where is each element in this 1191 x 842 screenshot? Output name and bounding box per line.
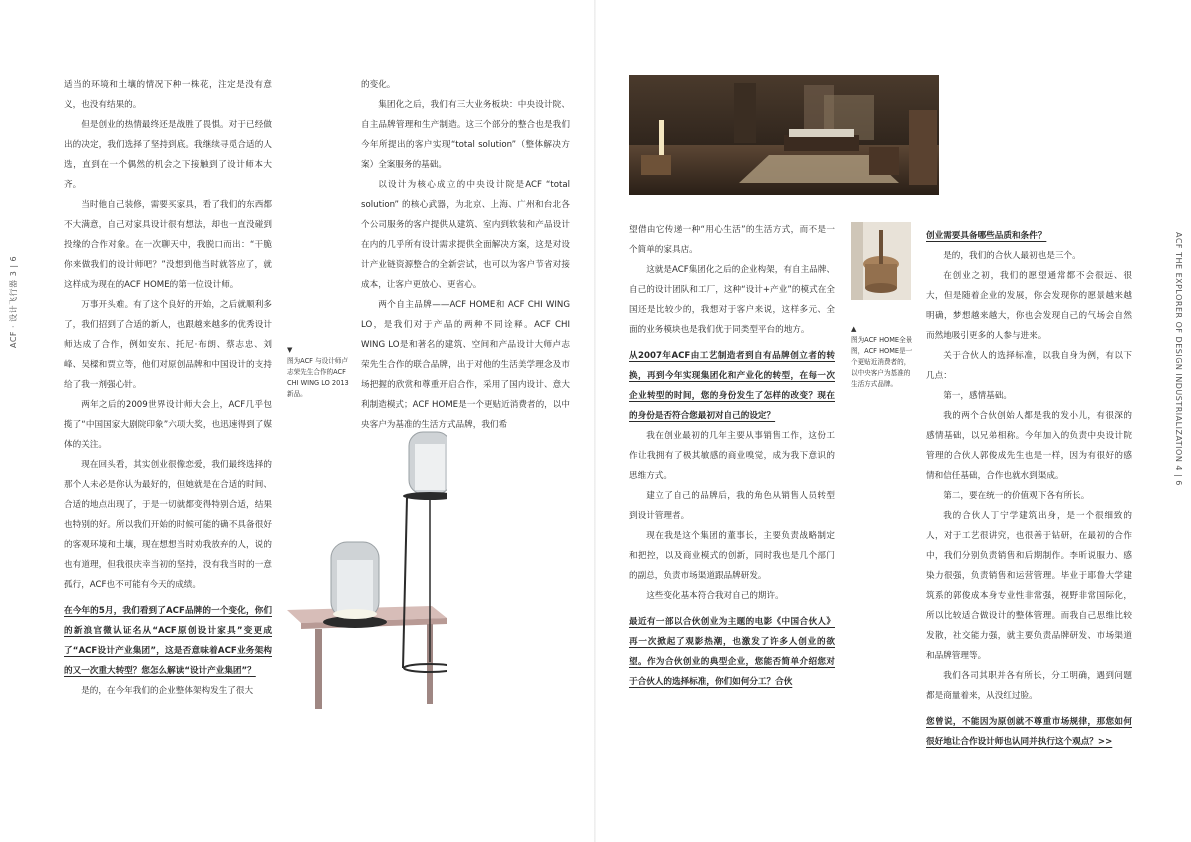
paragraph: 是的，我们的合伙人最初也是三个。	[943, 251, 1081, 261]
paragraph: 我们各司其职并各有所长，分工明确，遇到问题都是商量着来，从没红过脸。	[926, 671, 1132, 701]
caption-arrow-down: ▼	[287, 346, 293, 354]
paragraph: 第二，要在统一的价值观下各有所长。	[943, 491, 1090, 501]
basket-furniture-photo	[851, 222, 911, 300]
interview-question: 在今年的5月，我们看到了ACF品牌的一个变化，你们的新浪官微认证名从“ACF原创设计家具”变更成了“ACF设计产业集团”，这是否意味着ACF业务架构的又一次重大转型？您怎么解读“设计产业集团”？	[64, 606, 272, 676]
left-page-side-text: ACF · 设计飞行器 3 | 6	[9, 255, 18, 348]
interview-question: 最近有一部以合伙创业为主题的电影《中国合伙人》再一次掀起了观影热潮，也激发了许多人创业的欲望。作为合伙创业的典型企业，您能否简单介绍您对于合伙人的选择标准，你们如何分工？合伙	[629, 617, 835, 687]
paragraph: 以设计为核心成立的中央设计院是ACF “total solution” 的核心武器，为北京、上海、广州和台北各个公司服务的客户提供从建筑、室内到软装和产品设计在内的几乎所有设计需求提供全面解决方案，这是对设计产业链资源整合的全新尝试，也可以为客户节省对接成本，让客户更放心、更省心。	[361, 180, 570, 290]
interview-question: 创业需要具备哪些品质和条件？	[926, 231, 1047, 241]
paragraph: 两年之后的2009世界设计师大会上，ACF几乎包揽了“中国国家大剧院印象”六项大奖，也迅速得到了媒体的关注。	[64, 400, 272, 450]
caption-text: 图为ACF HOME全景图，ACF HOME是一个更贴近消费者的，以中央客户为基准的生活方式品牌。	[851, 336, 913, 388]
paragraph: 的变化。	[361, 80, 396, 90]
paragraph: 适当的环境和土壤的情况下种一株花，注定是没有意义，也没有结果的。	[64, 80, 272, 110]
paragraph: 当时他自己装修，需要买家具，看了我们的东西都不大满意，自己对家具设计很有想法，却也一直没碰到投缘的合作对象。在一次聊天中，我脱口而出：“干脆你来做我们的设计师吧？”没想到他当时就答应了，就这样成为现在的ACF HOME的第一位设计师。	[64, 200, 272, 290]
showroom-photo	[629, 75, 939, 195]
paragraph: 第一，感情基础。	[943, 391, 1012, 401]
right-page-side-text: ACF THE EXPLORER OF DESIGN INDUSTRIALIZATION 4 | 6	[1174, 232, 1183, 486]
paragraph: 在创业之初，我们的愿望通常都不会很远、很大，但是随着企业的发展，你会发现你的愿景越来越明确，梦想越来越大，你也会发现自己的气场会自然而然地吸引更多的人参与进来。	[926, 271, 1132, 341]
paragraph: 这就是ACF集团化之后的企业构架，有自主品牌、自己的设计团队和工厂，这种“设计+产业”的模式在全国还是比较少的，我想对于客户来说，这样多元、全面的业务模块也是我们优于同类型平台的地方。	[629, 265, 835, 335]
paragraph: 我的合伙人丁宁学建筑出身，是一个很细致的人，对于工艺很讲究，也很善于钻研，在最初的合作中，我们分别负责销售和后期制作。李昕说服力、感染力很强，负责销售和运营管理。毕业于耶鲁大学建筑系的郭俊成本身专业性非常强，视野非常国际化，所以比较适合做设计的整体管理。而我自己思维比较发散，社交能力强，就主要负责品牌研发、市场渠道和品牌管理等。	[926, 511, 1132, 661]
paragraph: 是的，在今年我们的企业整体架构发生了很大	[81, 686, 254, 696]
left-column-1	[64, 75, 272, 701]
caption-text: 图为ACF 与设计师卢志荣先生合作的ACF CHI WING LO 2013新品。	[287, 357, 349, 398]
paragraph: 建立了自己的品牌后，我的角色从销售人员转型到设计管理者。	[629, 491, 835, 521]
paragraph: 两个自主品牌——ACF HOME和 ACF CHI WING LO，是我们对于产品的两种不同诠释。ACF CHI WING LO是和著名的建筑、空间和产品设计大师卢志荣先生合作的联合品牌，出于对他的生活美学理念及市场把握的欣赏和尊重开启合作，采用了国内设计、意大利制造模式；ACF HOME是一个更贴近消费者的，以中央客户为基准的生活方式品牌，我们希	[361, 300, 570, 430]
interview-question: 从2007年ACF由工艺制造者到自有品牌创立者的转换，再到今年实现集团化和产业化的转型，在每一次企业转型的时间，您的身份发生了怎样的改变？现在的身份是否符合您最初对自己的设定？	[629, 351, 835, 421]
left-column-2	[361, 75, 570, 435]
paragraph: 集团化之后，我们有三大业务板块：中央设计院、自主品牌管理和生产制造。这三个部分的整合也是我们今年所提出的客户实现“total solution”（整体解决方案）全案服务的基础。	[361, 100, 570, 170]
right-column-1	[629, 220, 835, 692]
lamp-photo-caption	[287, 345, 353, 400]
paragraph: 现在我是这个集团的董事长，主要负责战略制定和把控，以及商业模式的创新，同时我也是几个部门的副总，负责市场渠道跟品牌研发。	[629, 531, 835, 581]
paragraph: 我的两个合伙创始人都是我的发小儿，有很深的感情基础，以兄弟相称。今年加入的负责中央设计院管理的合伙人郭俊成先生也是一样，因为有很好的感情和信任基础，合作也就水到渠成。	[926, 411, 1132, 481]
paragraph: 关于合伙人的选择标准，以我自身为例，有以下几点：	[926, 351, 1132, 381]
right-column-2	[926, 220, 1132, 752]
left-page	[0, 0, 595, 842]
paragraph: 这些变化基本符合我对自己的期许。	[646, 591, 784, 601]
caption-arrow-up: ▲	[851, 325, 857, 333]
paragraph: 我在创业最初的几年主要从事销售工作，这份工作让我拥有了极其敏感的商业嗅觉，成为我下意识的思维方式。	[629, 431, 835, 481]
paragraph: 但是创业的热情最终还是战胜了畏惧。对于已经做出的决定，我们选择了坚持到底。我继续寻觅合适的人选，直到在一个偶然的机会之下接触到了设计师本大齐。	[64, 120, 272, 190]
paragraph: 万事开头难。有了这个良好的开始，之后就顺利多了，我们招到了合适的新人，也跟越来越多的优秀设计师达成了合作，例如安东、托尼·布朗、蔡志忠、刘峰、吴樑和贾立等，他们对原创品牌和中国设计的支持给了我一剂强心针。	[64, 300, 272, 390]
paragraph: 望借由它传递一种“用心生活”的生活方式，而不是一个简单的家具店。	[629, 225, 835, 255]
lamp-product-photo	[287, 430, 447, 710]
interview-question: 您曾说，不能因为原创就不尊重市场规律，那您如何很好地让合作设计师也认同并执行这个观点？>>	[926, 717, 1132, 747]
paragraph: 现在回头看，其实创业很像恋爱，我们最终选择的那个人未必是你认为最好的，但她就是在合适的时间、合适的地点出现了，于是一切就都变得特别合适，结果也特别的好。所以我们开始的时候可能的确不具备很好的客观环境和土壤，现在想想当时劝我放弃的人，说的也有道理，但我很庆幸当初的坚持，没有我当时的一意孤行，ACF也不可能有今天的成绩。	[64, 460, 272, 590]
showroom-photo-caption	[851, 324, 913, 390]
